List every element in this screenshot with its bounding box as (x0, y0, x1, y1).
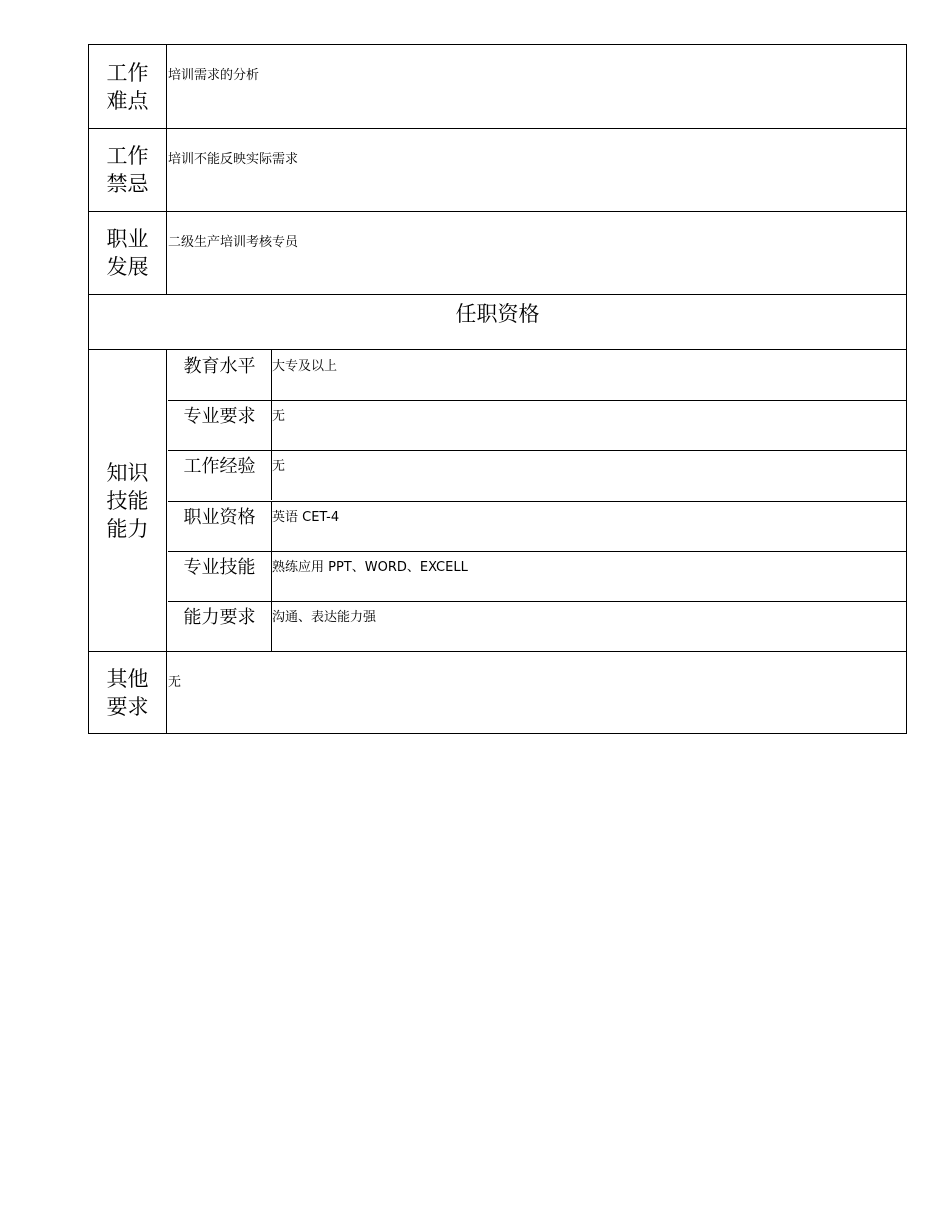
row-other-requirements (89, 651, 906, 733)
job-requirements-table (88, 44, 907, 734)
row-value: 培训不能反映实际需求 (168, 152, 299, 167)
section-title: 任职资格 (455, 302, 540, 326)
row-work-difficulty (89, 45, 906, 128)
row-value: 二级生产培训考核专员 (168, 235, 299, 250)
ksa-item-label: 专业技能 (168, 551, 272, 601)
row-value: 无 (168, 675, 182, 690)
row-label: 工作禁忌 (89, 129, 167, 211)
ksa-item-label: 工作经验 (168, 450, 272, 500)
ksa-item-label: 能力要求 (168, 601, 272, 652)
ksa-label: 知识技能能力 (89, 350, 167, 651)
row-label: 其他要求 (89, 652, 167, 733)
section-qualifications (89, 294, 906, 349)
ksa-block (89, 349, 906, 651)
ksa-item-label: 教育水平 (168, 350, 272, 400)
row-label: 工作难点 (89, 45, 167, 128)
ksa-item-label: 职业资格 (168, 501, 272, 551)
ksa-item-value: 无 (272, 409, 286, 424)
row-label: 职业发展 (89, 212, 167, 294)
ksa-item-value: 英语 CET-4 (272, 510, 340, 525)
ksa-item-label: 专业要求 (168, 400, 272, 450)
row-value: 培训需求的分析 (168, 68, 260, 83)
ksa-item-value: 大专及以上 (272, 359, 338, 374)
ksa-item-value: 无 (272, 459, 286, 474)
row-work-taboo (89, 128, 906, 211)
row-career-development (89, 211, 906, 294)
ksa-item-value: 熟练应用 PPT、WORD、EXCELL (272, 560, 468, 575)
ksa-item-value: 沟通、表达能力强 (272, 610, 377, 625)
